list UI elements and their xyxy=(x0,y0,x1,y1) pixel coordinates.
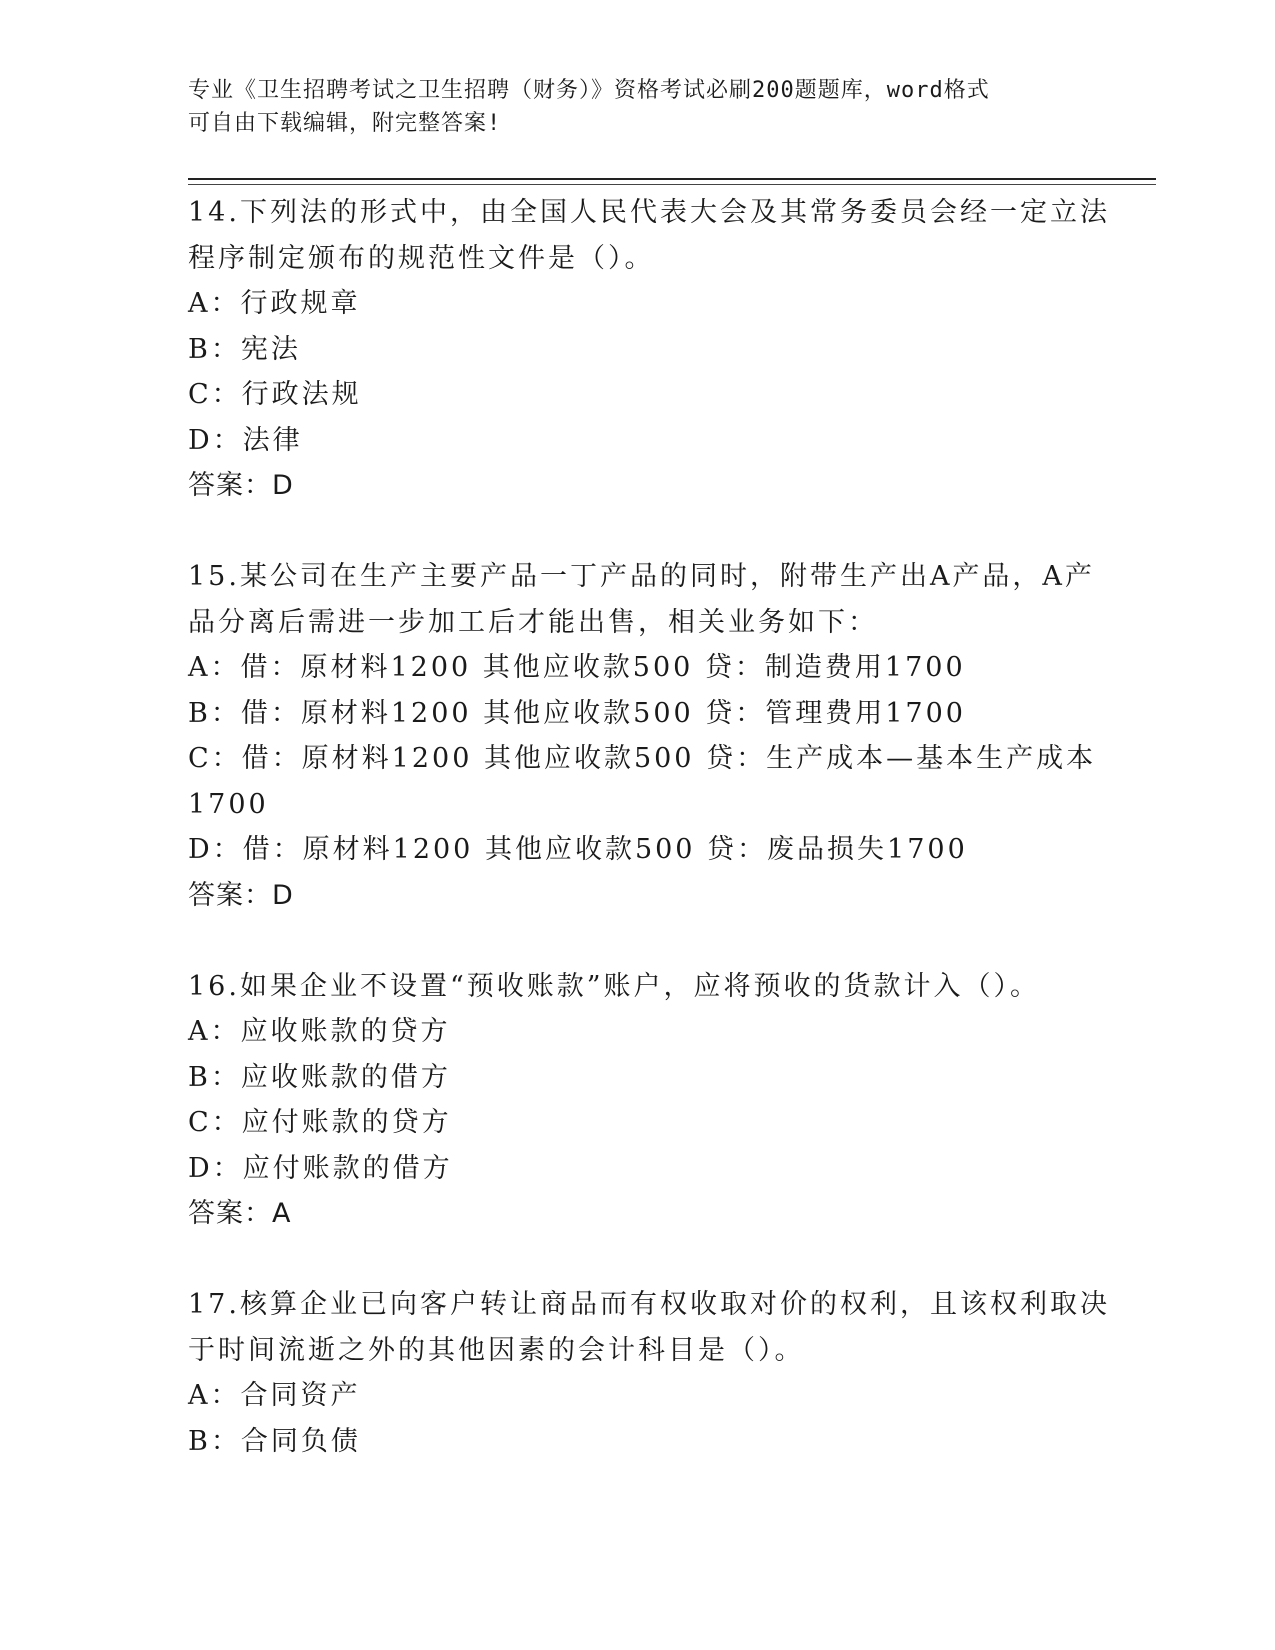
option-b: B：借：原材料1200 其他应收款500 贷：管理费用1700 xyxy=(188,697,966,729)
option-a: A：应收账款的贷方 xyxy=(188,1016,451,1047)
question-stem-line: 14.下列法的形式中，由全国人民代表大会及其常务委员会经一定立法 xyxy=(188,197,1110,228)
answer-line: 答案：D xyxy=(188,879,294,911)
question-stem-line: 15.某公司在生产主要产品一丁产品的同时，附带生产出A产品，A产 xyxy=(188,561,1095,592)
question-14 xyxy=(188,190,1110,509)
answer-line: 答案：A xyxy=(188,1198,292,1229)
header-line-1: 专业《卫生招聘考试之卫生招聘（财务）》资格考试必刷200题题库，word格式 xyxy=(188,78,990,103)
option-c: C：借：原材料1200 其他应收款500 贷：生产成本—基本生产成本 xyxy=(188,743,1097,774)
question-list xyxy=(188,190,1110,1464)
option-c-continued: 1700 xyxy=(188,788,269,820)
spacer xyxy=(188,1237,1088,1283)
option-d: D：借：原材料1200 其他应收款500 贷：废品损失1700 xyxy=(188,834,968,865)
option-c: C：行政法规 xyxy=(188,379,362,410)
option-d: D：应付账款的借方 xyxy=(188,1152,453,1184)
option-b: B：应收账款的借方 xyxy=(188,1061,451,1093)
option-a: A：合同资产 xyxy=(188,1380,361,1411)
option-b: B：合同负债 xyxy=(188,1425,361,1457)
option-c: C：应付账款的贷方 xyxy=(188,1107,452,1138)
question-16 xyxy=(188,964,1088,1237)
question-17 xyxy=(188,1282,1110,1464)
question-15 xyxy=(188,554,1097,918)
question-stem-line: 于时间流逝之外的其他因素的会计科目是（）。 xyxy=(188,1334,805,1366)
question-stem-line: 程序制定颁布的规范性文件是（）。 xyxy=(188,242,655,274)
question-stem-line: 17.核算企业已向客户转让商品而有权收取对价的权利，且该权利取决 xyxy=(188,1289,1110,1320)
question-stem-line: 品分离后需进一步加工后才能出售，相关业务如下： xyxy=(188,606,878,638)
header-divider-thick xyxy=(188,178,1156,180)
document-header xyxy=(188,74,1068,140)
question-stem-line: 16.如果企业不设置“预收账款”账户，应将预收的货款计入（）。 xyxy=(188,970,1041,1002)
spacer xyxy=(188,918,1088,964)
answer-line: 答案：D xyxy=(188,470,294,501)
option-a: A：行政规章 xyxy=(188,288,361,319)
option-b: B：宪法 xyxy=(188,333,301,365)
header-divider-thin xyxy=(188,184,1156,185)
option-a: A：借：原材料1200 其他应收款500 贷：制造费用1700 xyxy=(188,652,966,683)
spacer xyxy=(188,509,1088,555)
option-d: D：法律 xyxy=(188,424,303,456)
header-line-2: 可自由下载编辑，附完整答案! xyxy=(188,111,502,136)
